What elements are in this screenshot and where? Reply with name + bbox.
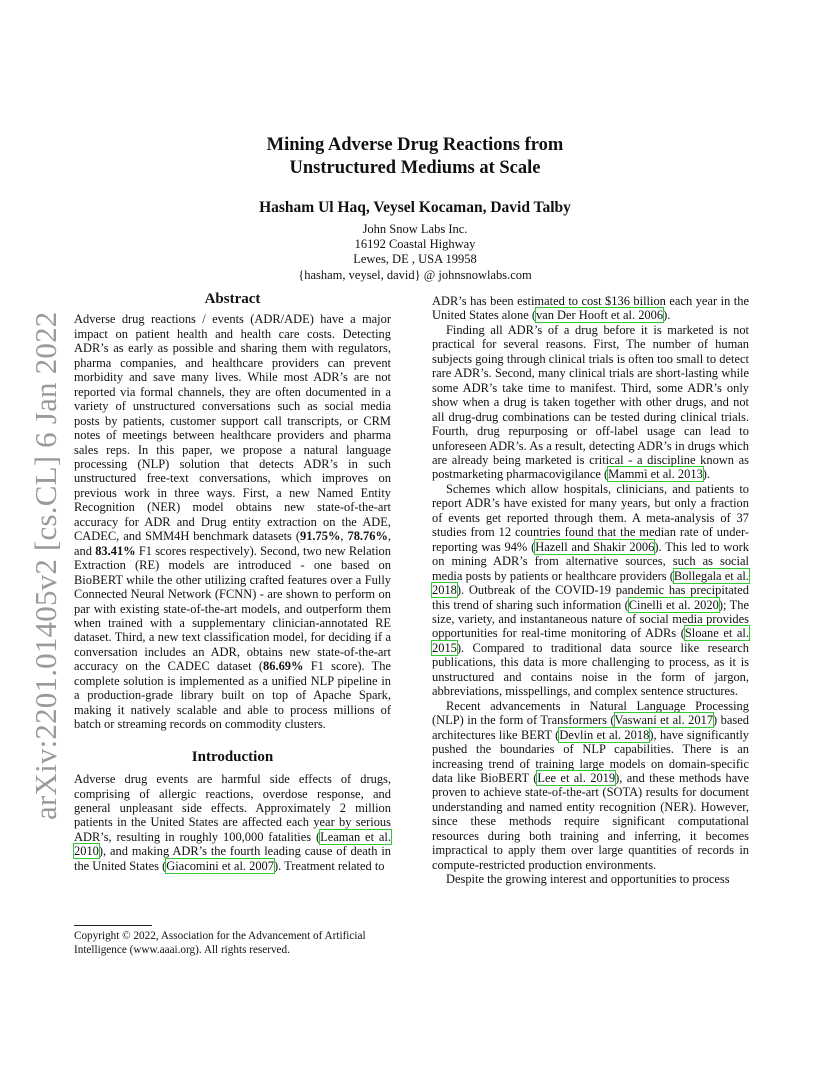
paragraph-finding-adrs	[432, 323, 749, 482]
citation-link[interactable]: Vaswani et al. 2017	[614, 713, 714, 728]
text-part: Recent advancements in Natural Language Processing (NLP) in the form of Transformers (	[432, 698, 749, 728]
affiliation-city: Lewes, DE , USA 19958	[353, 252, 477, 267]
abstract-text-part: F1 scores respectively). Second, two new Relation Extraction (RE) models are introduced - one based on BioBERT while the other utilizing crafted features over a Fully Connected Neural Network (FCNN) - are shown to perform on par with existing state-of-the-art models, and outperform them when trained with a supplementary clinician-annotated RE dataset. Third, a new text classification model, for deciding if a conversation includes an ADR, obtains new state-of-the-art accuracy on the CADEC dataset (	[74, 543, 391, 674]
text-part: Schemes which allow hospitals, clinicians, and patients to report ADR’s have existed for many years, but only a fraction of events get reported through them. A meta-analysis of 37 studies from 12 countries found that the median rate of under-reporting was 94% (	[432, 481, 749, 554]
copyright-text: Copyright © 2022, Association for the Advancement of Artificial Intelligence (www.aaai.org). All rights reserved.	[74, 930, 366, 956]
affiliation-email: {hasham, veysel, david} @ johnsnowlabs.com	[298, 267, 532, 282]
footnote-divider	[74, 925, 152, 926]
intro-text-part: Adverse drug events are harmful side effects of drugs, comprising of allergic reactions, overdose response, and general unpleasant side effects. Approximately 2 million patients in the United States are affected each year by serious ADR’s, resulting in roughly 100,000 fatalities (	[74, 772, 391, 844]
citation-link[interactable]: Cinelli et al. 2020	[628, 597, 719, 612]
abstract-text-part: , and	[74, 529, 391, 558]
citation-link[interactable]: Sloane et al. 2015	[432, 626, 750, 655]
text-part: ).	[663, 308, 671, 323]
text-part: ), have significantly pushed the boundaries of NLP capabilities. There is an increasing trend of training large models on domain-specific data like BioBERT (	[432, 727, 750, 785]
title-line-1: Mining Adverse Drug Reactions from	[266, 135, 564, 155]
citation-link[interactable]: Lee et al. 2019	[537, 770, 616, 785]
introduction-heading: Introduction	[191, 748, 274, 765]
title-block	[110, 134, 720, 283]
affiliation-org: John Snow Labs Inc.	[362, 222, 468, 236]
citation-link[interactable]: Leaman et al. 2010	[74, 829, 391, 859]
text-part: Finding all ADR’s of a drug before it is marketed is not practical for several reasons. First, The number of human subjects going through clinical trials is often too small to detect rare ADR’s. Second, many clinical trials are short-lasting while some ADR’s take time to manifest. Third, some ADR’s only show when a drug is taken together with other drugs, and not all drug-drug combinations can be tested during clinical trials. Fourth, drug repurposing or off-label usage can lead to unforeseen ADR’s. As a result, detecting ADR’s in drugs which are already being marketed is critical - a discipline known as postmarketing pharmacovigilance (	[432, 322, 749, 482]
text-part: ). Outbreak of the COVID-19 pandemic has precipitated this trend of sharing such information (	[432, 583, 749, 612]
copyright-footnote	[74, 925, 394, 957]
abstract-text-part: ,	[340, 529, 348, 544]
paragraph-cost	[432, 294, 749, 323]
abstract-text-part: Adverse drug reactions / events (ADR/ADE) have a major impact on patient health and health care costs. Detecting ADR’s as early as possible and sharing them with regulators, pharma companies, and healthcare providers can prevent morbidity and save many lives. While most ADR’s are not reported via formal channels, they are often documented in a variety of unstructured conversations such as social media posts by patients, customer support call transcripts, or CRM notes of meetings between healthcare providers and pharma sales reps. In this paper, we propose a natural language processing (NLP) solution that detects ADR’s in such unstructured free-text conversations, which improves on previous work in three ways. First, a new Named Entity Recognition (NER) model obtains new state-of-the-art accuracy for ADR and Drug entity extraction on the ADE, CADEC, and SMM4H benchmark datasets (	[74, 312, 391, 544]
text-part: ). This led to work on mining ADR’s from alternative sources, such as social media posts by patients or healthcare providers (	[432, 539, 749, 583]
citation-link[interactable]: Hazell and Shakir 2006	[535, 539, 655, 554]
citation-link[interactable]: Devlin et al. 2018	[559, 727, 650, 742]
score-smm4h: 83.41%	[95, 543, 136, 558]
arxiv-side-stamp: arXiv:2201.01405v2 [cs.CL] 6 Jan 2022	[28, 311, 63, 820]
title-line-2: Unstructured Mediums at Scale	[289, 158, 541, 178]
text-part: ) based architectures like BERT (	[432, 713, 749, 742]
paper-title	[110, 134, 720, 180]
introduction-paragraph	[74, 772, 391, 873]
abstract-text-part: F1 score). The complete solution is implemented as a unified NLP pipeline in a production-grade library built on top of Apache Spark, making it natively scalable and able to process millions of batch or streaming records on commodity clusters.	[74, 659, 391, 732]
paragraph-despite: Despite the growing interest and opportunities to process	[446, 872, 730, 887]
affiliation-street: 16192 Coastal Highway	[354, 237, 476, 252]
abstract-text	[74, 312, 391, 731]
intro-text-part: ). Treatment related to	[274, 858, 385, 873]
score-classification: 86.69%	[263, 659, 304, 674]
left-column	[74, 292, 391, 873]
citation-link[interactable]: van Der Hooft et al. 2006	[535, 308, 664, 323]
citation-link[interactable]: Mammì et al. 2013	[608, 467, 703, 482]
author-list: Hasham Ul Haq, Veysel Kocaman, David Talby	[259, 199, 571, 216]
intro-text-part: ), and making ADR’s the fourth leading cause of death in the United States (	[74, 844, 391, 873]
paragraph-reporting-schemes	[432, 482, 749, 699]
score-cadec: 78.76%	[347, 529, 388, 544]
right-column	[432, 294, 749, 887]
abstract-heading: Abstract	[204, 291, 261, 307]
text-part: ).	[702, 467, 711, 482]
score-ade: 91.75%	[299, 529, 341, 544]
text-part: ). Compared to traditional data source like research publications, this data is more challenging to process, as it is unstructured and contains noise in the form of jargon, abbreviations, misspellings, and complex sentence structures.	[432, 640, 749, 699]
text-part: ), and these methods have proven to achieve state-of-the-art (SOTA) results for document understanding and named entity recognition (NER). However, since these methods require significant computational resources during both training and inferring, it becomes impractical to apply them over large quantities of records in compute-restricted production environments.	[432, 770, 750, 872]
text-part: ADR’s has been estimated to cost $136 billion each year in the United States alone (	[432, 294, 749, 323]
paragraph-nlp-advances	[432, 699, 749, 872]
citation-link[interactable]: Bollegala et al. 2018	[432, 568, 749, 598]
citation-link[interactable]: Giacomini et al. 2007	[166, 858, 274, 873]
affiliation	[110, 222, 720, 283]
text-part: ); The size, variety, and instantaneous nature of social media provides opportunities for real-time monitoring of ADRs (	[432, 597, 749, 641]
